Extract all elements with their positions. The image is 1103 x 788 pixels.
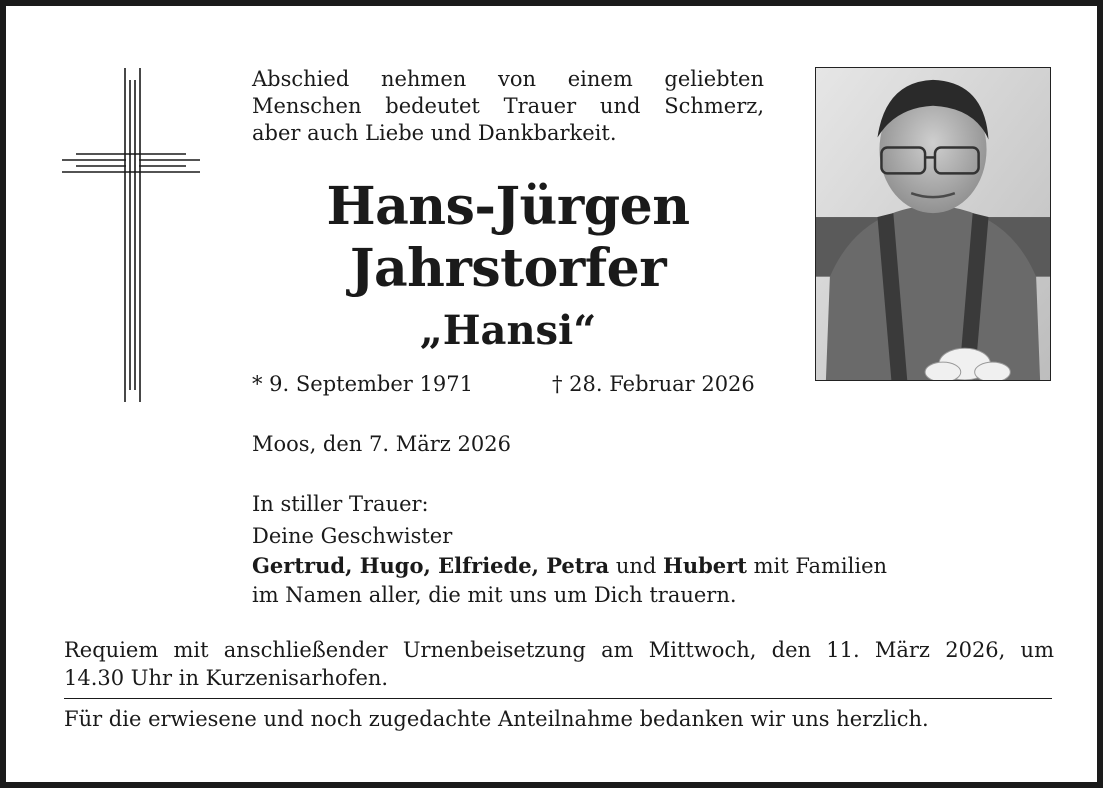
portrait-image	[816, 68, 1050, 380]
thanks-line: Für die erwiesene und noch zugedachte Anteilnahme bedanken wir uns herzlich.	[64, 707, 929, 731]
deceased-name	[252, 176, 764, 300]
mourners-block	[252, 522, 887, 610]
place-and-date: Moos, den 7. März 2026	[252, 432, 511, 456]
quote-line: aber auch Liebe und Dankbarkeit.	[252, 121, 617, 145]
mourners-names-line	[252, 551, 887, 581]
quote-line: Abschied nehmen von einem geliebten	[252, 67, 764, 91]
requiem-info	[64, 636, 1054, 692]
families-text: mit Familien	[746, 554, 888, 578]
first-name: Hans-Jürgen	[326, 176, 690, 237]
portrait-photo	[815, 67, 1051, 381]
quote-line: Menschen bedeutet Trauer und Schmerz,	[252, 94, 764, 118]
mourners-line: Deine Geschwister	[252, 524, 453, 548]
sibling-name-last: Hubert	[663, 553, 747, 578]
mourning-intro: In stiller Trauer:	[252, 492, 429, 516]
birth-date: * 9. September 1971	[252, 372, 473, 396]
farewell-quote	[252, 66, 764, 147]
divider	[64, 698, 1052, 699]
conjunction: und	[609, 554, 664, 578]
nickname: „Hansi“	[419, 307, 597, 354]
requiem-line: Requiem mit anschließender Urnenbeisetzung am Mittwoch, den 11. März 2026, um	[64, 638, 1054, 662]
sibling-names: Gertrud, Hugo, Elfriede, Petra	[252, 553, 610, 578]
last-name: Jahrstorfer	[349, 238, 667, 299]
requiem-line: 14.30 Uhr in Kurzenisarhofen.	[64, 666, 389, 690]
cross-icon	[62, 68, 200, 402]
death-date: † 28. Februar 2026	[552, 372, 755, 396]
mourners-line: im Namen aller, die mit uns um Dich trauern.	[252, 583, 737, 607]
